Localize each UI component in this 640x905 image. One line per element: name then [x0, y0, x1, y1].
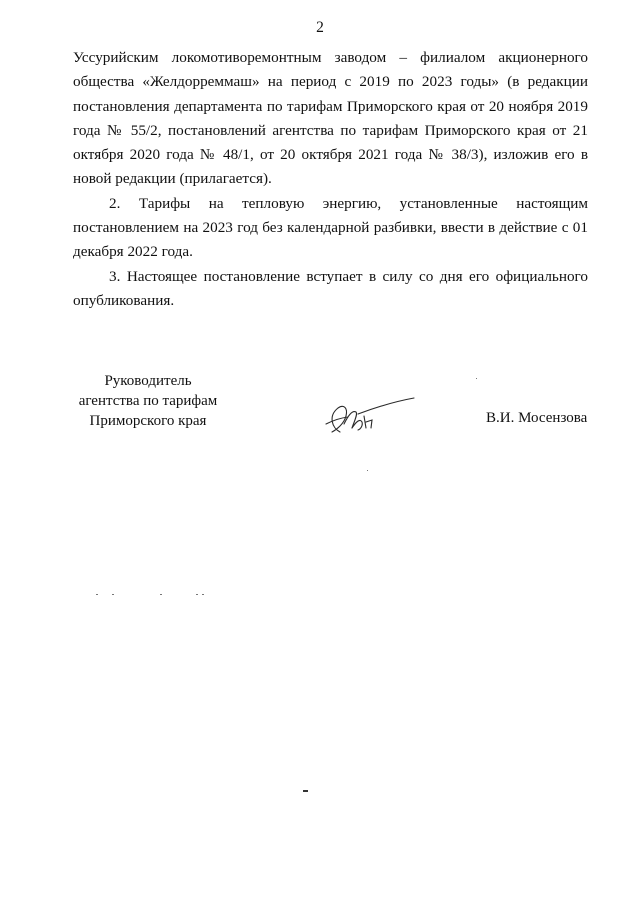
- signatory-title-line-2: агентства по тарифам: [78, 393, 218, 409]
- handwritten-signature: [318, 394, 418, 440]
- signatory-title-line-3: Приморского края: [89, 413, 207, 429]
- signatory-title: [78, 371, 218, 431]
- scan-speck: [96, 594, 98, 595]
- scan-speck: [476, 378, 477, 379]
- signatory-title-line-1: Руководитель: [104, 373, 192, 389]
- paragraph-3: 3. Настоящее постановление вступает в силу со дня его официального опубликования.: [73, 267, 588, 309]
- scan-speck: [367, 470, 368, 471]
- paragraph-2: 2. Тарифы на тепловую энергию, установленные настоящим постановлением на 2023 год без календарной разбивки, ввести в действие с 01 декабря 2022 года.: [73, 194, 588, 261]
- scan-speck: [196, 594, 198, 595]
- scan-speck: [160, 594, 162, 595]
- scan-speck: [112, 594, 114, 595]
- scan-speck: [202, 594, 204, 595]
- signatory-name: В.И. Мосензова: [486, 410, 588, 426]
- scan-mark: [303, 790, 308, 792]
- paragraph-continuation: Уссурийским локомотиворемонтным заводом – филиалом акционерного общества «Желдорреммаш» на период с 2019 по 2023 годы» (в редакции постановления департамента по тарифам Приморского края от 20 ноября 2019 года № 55/2, постановлений агентства по тарифам Приморского края от 21 октября 2020 года № 48/1, от 20 октября 2021 года № 38/3), изложив его в новой редакции (прилагается).: [73, 49, 588, 188]
- document-body: [73, 46, 588, 313]
- page-number: 2: [316, 19, 324, 36]
